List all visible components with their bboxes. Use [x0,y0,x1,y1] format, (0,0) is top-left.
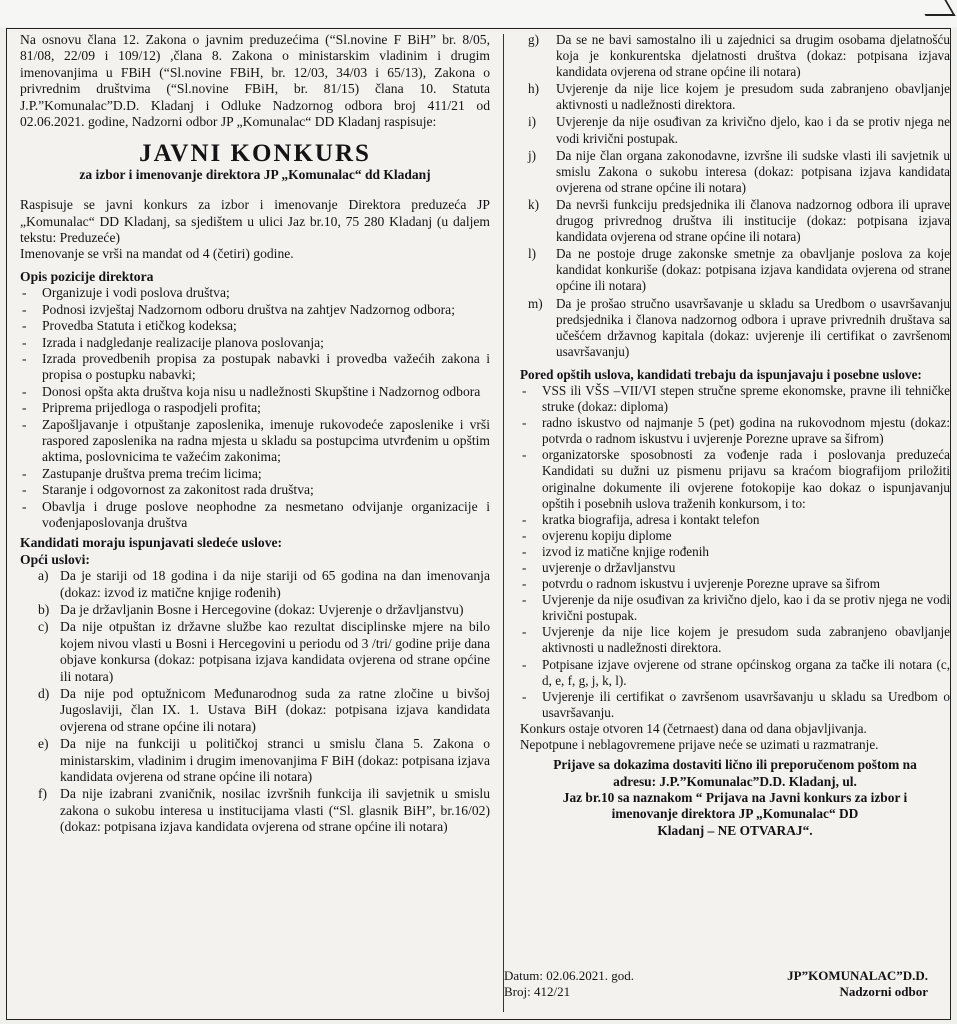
item-letter: l) [528,246,537,262]
list-item: - ovjerenu kopiju diplome [520,528,950,544]
opci-heading: Opći uslovi: [20,551,90,567]
item-text: Da nije otpuštan iz državne službe kao rezultat disciplinske mjere na bilo kojem nivou vlasti u Bosni i Hercegovini u periodu od 3 /tri/ godine prije dana objave konkursa (dokaz: potpisana izjava kandidata ovjerena od strane općine ili notara) [60,619,490,684]
list-item: - Uvjerenje ili certifikat o završenom usavršavanju u skladu sa Uredbom o usavršavanju. [520,689,950,721]
opis-heading: Opis pozicije direktora [20,268,154,284]
item-text: Da je državljanin Bosne i Hercegovine (dokaz: Uvjerenje o državljanstvu) [60,602,464,617]
list-item: - organizatorske sposobnosti za vođenje rada i poslovanja preduzeća Kandidati su dužni uz pismenu prijavu sa kraćom biografijom priložiti originalne dokumente ili ovjerene fotokopije kao dokaz o ispunjavanju opštih i posebnih uslova traženih konkursom, i to: [520,447,950,511]
list-item: - Uvjerenje da nije osuđivan za krivično djelo, kao i da se protiv njega ne vodi krivični postupak. [520,592,950,624]
list-item: - Donosi opšta akta društva koja nisu u nadležnosti Skupštine i Nadzornog odbora [20,384,490,400]
item-letter: i) [528,114,537,130]
list-item: - VSS ili VŠS –VII/VI stepen stručne spreme ekonomske, pravne ili tehničke struke (dokaz: diploma) [520,383,950,415]
list-item: - Uvjerenje da nije lice kojem je presudom suda zabranjeno obavljanje aktivnosti u nadležnosti direktora. [520,624,950,656]
item-letter: b) [38,602,50,617]
right-column [520,32,950,839]
uslovi-heading: Kandidati moraju ispunjavati sledeće uslove: [20,535,283,551]
column-divider [503,34,504,1012]
prijave-line: Kladanj – NE OTVARAJ“. [657,822,813,838]
item-text: Da nevrši funkciju predsjednika ili članova nadzornog odbora ili uprave drugog privrednog društva ili institucije (dokaz: potpisana izjava kandidata ovjerena od strane općine ili notara) [556,196,950,245]
item-letter: c) [38,619,49,635]
mandate-line: Imenovanje se vrši na mandat od 4 (četiri) godine. [20,246,294,262]
item-letter: d) [38,686,50,702]
item-text: Da nije pod optužnicom Međunarodnog suda za ratne zločine u bivšoj Jugoslaviji, član IX. 1. Ustava BiH (dokaz: potpisana izjava kandidata ovjerena od strane općine ili notara) [60,686,490,734]
list-item: - izvod iz matične knjige rođenih [520,544,950,560]
list-item [520,114,950,146]
prijave-line: adresu: J.P.”Komunalac”D.D. Kladanj, ul. [613,773,857,789]
list-item [20,736,490,785]
list-item: - radno iskustvo od najmanje 5 (pet) godina na rukovodnom mjestu (dokaz: potvrda o radnom iskustvu i uvjerenje Porezne uprave sa šifrom) [520,415,950,447]
item-text: Da nije izabrani zvaničnik, nosilac izvršnih funkcija ili savjetnik u smislu zakona o sukobu interesa u institucijama vlasti (“Sl. glasnik BiH”, br.16/02) (dokaz: potpisana izjava kandidata ovjerena od strane općine ili notara) [60,786,490,835]
list-item [520,246,950,294]
footer-signature-block [787,968,928,1000]
intro-paragraph: Na osnovu člana 12. Zakona o javnim preduzećima (“Sl.novine F BiH” br. 8/05, 81/08, 22/09 i 109/12) ,člana 8. Zakona o ministarskim vladinim i drugim imenovanjima u FBiH (“Sl.novine FBiH, br. 12/03, 34/03 i 65/13), Zakona o privrednim društvima (“Sl.novine FBiH, br. 81/15) člana 10. Statuta J.P.”Komunalac”D.D. Kladanj i Odluke Nadzornog odbora broj 411/21 od 02.06.2021. godine, Nadzorni odbor JP „Komunalac“ DD Kladanj raspisuje: [20,32,490,130]
opci-list-continued [520,32,950,360]
notice-subtitle: za izbor i imenovanje direktora JP „Komunalac“ dd Kladanj [79,166,431,182]
posebni-heading: Pored opštih uslova, kandidati trebaju da ispunjavaju i posebne uslove: [520,366,922,382]
notice-title: JAVNI KONKURS [139,140,371,168]
opci-list [20,568,490,836]
list-item [20,568,490,601]
footer-datum: Datum: 02.06.2021. god. [504,968,634,983]
list-item [520,81,950,113]
footer-org-sub: Nadzorni odbor [839,984,928,999]
left-column [20,32,490,837]
item-letter: f) [38,786,48,802]
list-item: - Provedba Statuta i etičkog kodeksa; [20,318,490,334]
item-letter: g) [528,32,539,47]
item-letter: j) [528,147,537,163]
list-item: - Organizuje i vodi poslova društva; [20,285,490,301]
item-text: Da nije na funkciji u političkoj stranci u smislu člana 5. Zakona o ministarskim, vladinim i drugim imenovanjima F BiH (dokaz: potpisana izjava kandidata ovjerena od strane općine ili notara) [60,736,490,785]
item-text: Da ne postoje druge zakonske smetnje za obavljanje poslova za koje kandidat konkuriše (dokaz: potpisana izjava kandidata ovjerena od strane općine ili notara) [556,246,950,294]
list-item: - Zastupanje društva prema trećim licima; [20,466,490,482]
item-letter: h) [528,81,539,97]
prijave-line: Jaz br.10 sa naznakom “ Prijava na Javni konkurs za izbor i [562,789,908,805]
list-item [20,602,490,618]
list-item: - Zapošljavanje i otpuštanje zaposlenika, imenuje rukovodeće zaposlenike i vrši raspored zaposlenika na radna mjesta u skladu sa postupcima utvrđenim u opštim aktima, poslovnicima te važećim zakonima; [20,417,490,466]
list-item [520,197,950,245]
item-text: Uvjerenje da nije osuđivan za krivično djelo, kao i da se protiv njega ne vodi krivični postupak. [556,114,950,146]
item-letter: e) [38,736,49,752]
list-item: - kratka biografija, adresa i kontakt telefon [520,512,950,528]
list-item [20,686,490,735]
item-text: Uvjerenje da nije lice kojem je presudom suda zabranjeno obavljanje aktivnosti u nadležnosti direktora. [556,81,950,113]
posebni-list [520,383,950,721]
list-item: - uvjerenje o državljanstvu [520,560,950,576]
list-item [520,296,950,360]
item-letter: k) [528,196,539,212]
list-item [20,619,490,685]
list-item: - Potpisane izjave ovjerene od strane općinskog organa za tačke ili notara (c, d, e, f, g, j, k, l). [520,657,950,689]
item-letter: a) [38,568,49,584]
list-item [520,148,950,196]
item-letter: m) [528,295,543,311]
prijave-line: imenovanje direktora JP „Komunalac“ DD [611,806,859,822]
konkurs-open-line: Konkurs ostaje otvoren 14 (četrnaest) dana od dana objavljivanja. [520,720,867,736]
item-text: Da je prošao stručno usavršavanje u skladu sa Uredbom o usavršavanju predsjednika i članova nadzornog odbora i uprave privrednih društava sa učešćem državnog kapitala (dokaz: uvjerenje ili certifikat o završenom usavršavanju) [556,295,950,359]
item-text: Da nije član organa zakonodavne, izvršne ili sudske vlasti ili savjetnik u smislu Zakona o sukobu interesa (dokaz: potpisana izjava kandidata ovjerena od strane općine ili notara) [556,147,950,195]
list-item: - Obavlja i druge poslove neophodne za nesmetano odvijanje organizacije i vođenjaposlovanja društva [20,499,490,532]
prijave-line: Prijave sa dokazima dostaviti lično ili preporučenom poštom na [553,757,917,773]
list-item: - potvrdu o radnom iskustvu i uvjerenje Porezne uprave sa šifrom [520,576,950,592]
footer-broj: Broj: 412/21 [504,984,571,999]
top-strip [0,0,957,27]
footer-org: JP”KOMUNALAC”D.D. [787,968,928,983]
opis-list [20,285,490,531]
list-item [20,786,490,835]
prijave-block [520,757,950,839]
list-item: - Izrada i nadgledanje realizacije planova poslovanja; [20,335,490,351]
list-item: - Staranje i odgovornost za zakonitost rada društva; [20,482,490,498]
list-item: - Izrada provedbenih propisa za postupak nabavki i provedba važećih zakona i propisa o postupku nabavki; [20,351,490,384]
footer-date-block [504,968,634,1000]
list-item: - Priprema prijedloga o raspodjeli profita; [20,400,490,416]
corner-tab [916,0,955,16]
announce-paragraph: Raspisuje se javni konkurs za izbor i imenovanje Direktora preduzeća JP „Komunalac“ DD Kladanj, sa sjedištem u ulici Jaz br.10, 75 280 Kladanj (u daljem tekstu: Preduzeće) [20,197,490,246]
item-text: Da se ne bavi samostalno ili u zajednici sa drugim osobama djelatnošću koja je konkurentska djelatnosti društva (dokaz: potpisana izjava kandidata ovjerena od strane općine ili notara) [556,32,950,80]
list-item: - Podnosi izvještaj Nadzornom odboru društva na zahtjev Nadzornog odbora; [20,302,490,318]
nepotpune-line: Nepotpune i neblagovremene prijave neće se uzimati u razmatranje. [520,737,879,753]
item-text: Da je stariji od 18 godina i da nije stariji od 65 godina na dan imenovanja (dokaz: izvod iz matične knjige rođenih) [60,568,490,600]
list-item [520,32,950,80]
